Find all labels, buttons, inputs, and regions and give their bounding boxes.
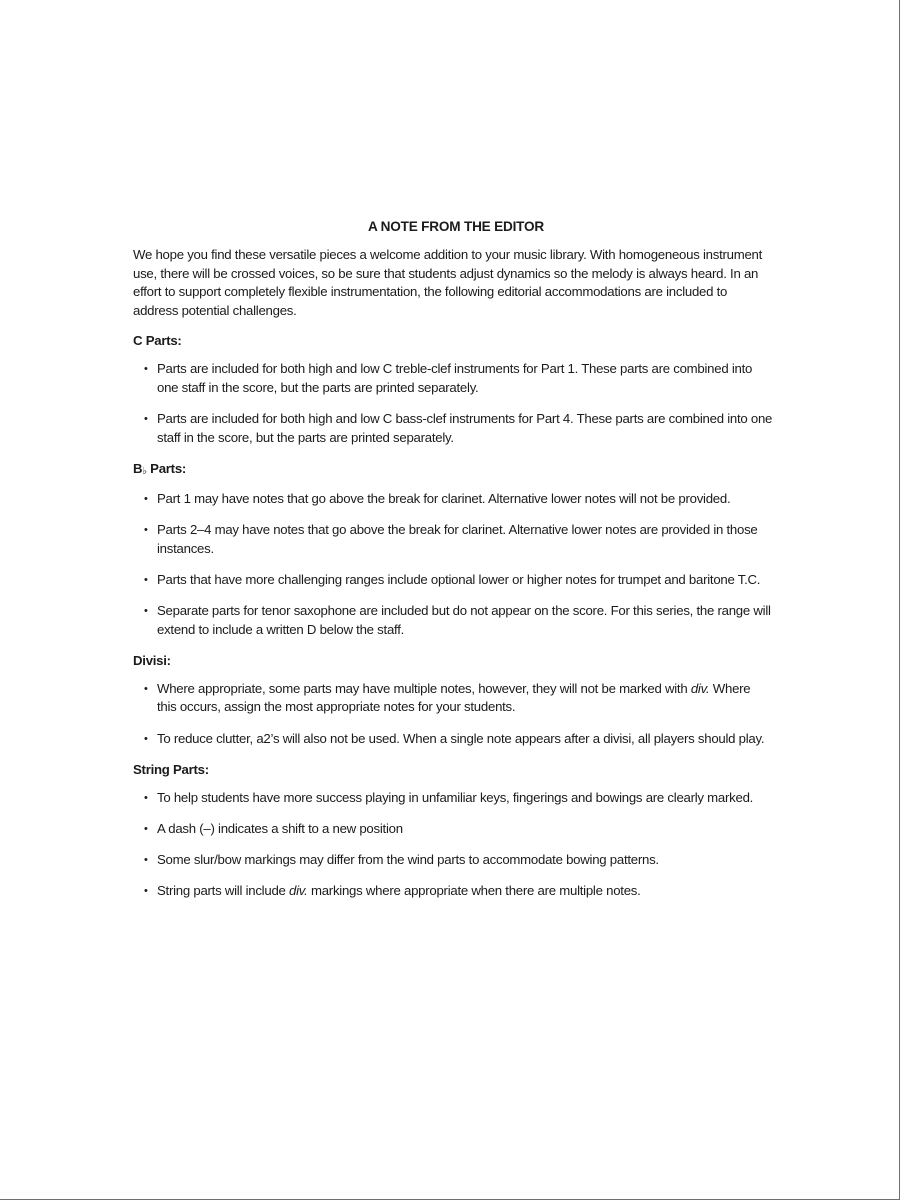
- item-emphasis: div.: [289, 883, 308, 899]
- editor-note: [133, 219, 773, 914]
- c-parts-list: [133, 360, 773, 447]
- list-item: [133, 680, 773, 717]
- intro-paragraph: We hope you find these versatile pieces a welcome addition to your music library. With homogeneous instrument use, there will be crossed voices, so be sure that students adjust dynamics so the melody is always heard. In an effort to support completely flexible instrumentation, the following editorial accommodations are included to address potential challenges.: [133, 247, 763, 318]
- list-item: • Parts are included for both high and low C bass-clef instruments for Part 4. These parts are combined into one staff in the score, but the parts are printed separately.: [133, 410, 773, 447]
- list-item: • Part 1 may have notes that go above the break for clarinet. Alternative lower notes will not be provided.: [133, 490, 773, 509]
- item-text: Where this occurs, assign the most appropriate notes for your students.: [157, 680, 751, 715]
- list-item: • To reduce clutter, a2’s will also not be used. When a single note appears after a divisi, all players should play.: [133, 730, 773, 749]
- section-heading-divisi: Divisi:: [133, 652, 171, 668]
- item-emphasis: div.: [690, 680, 710, 696]
- heading-rest: Parts:: [146, 460, 187, 476]
- list-item: • Parts that have more challenging ranges include optional lower or higher notes for trumpet and baritone T.C.: [133, 571, 773, 590]
- item-text: Where appropriate, some parts may have multiple notes, however, they will not be marked with: [157, 680, 691, 696]
- list-item: • A dash (–) indicates a shift to a new position: [133, 820, 773, 839]
- string-parts-list: [133, 789, 773, 901]
- item-text: String parts will include: [157, 883, 290, 899]
- section-heading-c-parts: C Parts:: [133, 333, 182, 349]
- heading-letter: B: [133, 460, 143, 476]
- list-item: • Parts 2–4 may have notes that go above the break for clarinet. Alternative lower notes are provided in those instances.: [133, 521, 773, 558]
- bflat-parts-list: [133, 490, 773, 639]
- section-heading-string-parts: String Parts:: [133, 761, 209, 777]
- item-text: markings where appropriate when there are multiple notes.: [307, 883, 641, 899]
- list-item: • Separate parts for tenor saxophone are included but do not appear on the score. For this series, the range will extend to include a written D below the staff.: [133, 602, 773, 639]
- list-item: [133, 882, 773, 901]
- list-item: • Some slur/bow markings may differ from the wind parts to accommodate bowing patterns.: [133, 851, 773, 870]
- divisi-list: [133, 680, 773, 748]
- section-heading-bflat-parts: [133, 460, 773, 480]
- list-item: • To help students have more success playing in unfamiliar keys, fingerings and bowings are clearly marked.: [133, 789, 773, 808]
- list-item: • Parts are included for both high and low C treble-clef instruments for Part 1. These parts are combined into one staff in the score, but the parts are printed separately.: [133, 360, 773, 397]
- flat-symbol: ♭: [142, 465, 147, 477]
- page-title: A NOTE FROM THE EDITOR: [367, 219, 545, 234]
